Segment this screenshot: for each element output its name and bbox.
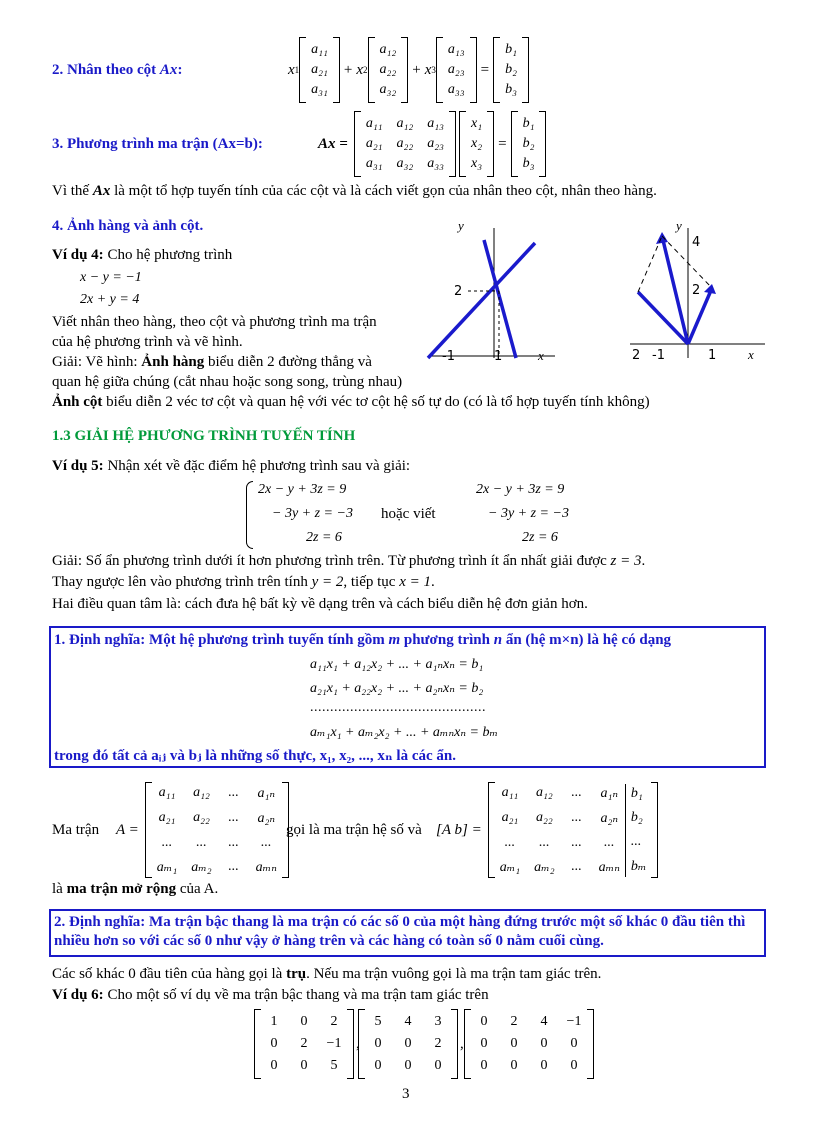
col-tick-1: 1 xyxy=(708,348,717,363)
sec3-heading: 3. Phương trình ma trận (Ax=b): xyxy=(52,136,263,152)
sec4-heading: 4. Ảnh hàng và ảnh cột. xyxy=(52,218,204,234)
page-number: 3 xyxy=(402,1086,410,1102)
example4-line1: Viết nhân theo hàng, theo cột và phương trình ma trận xyxy=(52,314,377,330)
matrix-equation: Ax = a₁₁ a₁₂ a₁₃ a₂₁ a₂₂ a₂₃ a₃₁ a₃₂ a₃₃ x₁ x₂ x₃ = b₁ b₂ b₃ xyxy=(318,111,546,177)
col-tick-m1: -1 xyxy=(652,348,665,363)
augmented-matrix: [A b] = a₁₁ a₁₂ ... a₁ₙ a₂₁ a₂₂ ... a₂ₙ ... ... ... ... aₘ₁ aₘ₂ ... aₘₙ b₁ b₂ ... bₘ xyxy=(436,782,658,878)
definition2-text: 2. Định nghĩa: Ma trận bậc thang là ma trận có các số 0 của một hàng đứng trước một số khác 0 đầu tiên thì nhiều hơn so với các số 0 như vậy ở hàng trên và các hàng có toàn số 0 nằm cuối cùng. xyxy=(54,914,746,949)
general-eqm: aₘ₁x₁ + aₘ₂x₂ + ... + aₘₙxₙ = bₘ xyxy=(310,725,499,740)
dashed-left xyxy=(638,236,662,292)
vector-b xyxy=(662,236,688,344)
example5-intro: Ví dụ 5: Nhận xét về đặc điểm hệ phương trình sau và giải: xyxy=(52,458,411,474)
general-eq2: a₂₁x₁ + a₂₂x₂ + ... + a₂ₙxₙ = b₂ xyxy=(310,681,484,696)
pivot-line: Các số khác 0 đầu tiên của hàng gọi là trụ. Nếu ma trận vuông gọi là ma trận tam giác trên. xyxy=(52,966,602,982)
col-tick-2: 2 xyxy=(692,283,701,298)
example4-eq1: x − y = −1 xyxy=(80,270,142,285)
row-tick-m1: -1 xyxy=(442,349,455,364)
system-eq3: 2z = 6 xyxy=(306,530,342,545)
row-tick-1: 1 xyxy=(494,349,503,364)
general-dots: ............................................ xyxy=(310,700,486,715)
col-tick-4: 4 xyxy=(692,235,701,250)
col-x-label: x xyxy=(748,347,754,362)
system-eq1: 2x − y + 3z = 9 xyxy=(258,482,347,497)
example4-intro: Ví dụ 4: Cho hệ phương trình xyxy=(52,247,233,263)
example4-line5: Ảnh cột biểu diễn 2 véc tơ cột và quan hệ với véc tơ cột hệ số tự do (có là tổ hợp tuyến tính không) xyxy=(52,394,650,410)
example-matrix-2: 5 4 3 0 0 2 0 0 0 , xyxy=(358,1009,464,1079)
or-write-label: hoặc viết xyxy=(381,506,436,522)
example4-line2: của hệ phương trình và vẽ hình. xyxy=(52,334,243,350)
rewrite-eq2: − 3y + z = −3 xyxy=(488,506,569,521)
example4-eq2: 2x + y = 4 xyxy=(80,292,140,307)
column-picture-graph xyxy=(620,218,770,368)
augmented-caption: là ma trận mở rộng của A. xyxy=(52,881,219,897)
matrix-mid-text: gọi là ma trận hệ số và xyxy=(286,822,422,838)
col-y-label: y xyxy=(676,218,682,233)
solution-line2: Thay ngược lên vào phương trình trên tính y = 2, tiếp tục x = 1. xyxy=(52,574,435,590)
example-matrix-3: 0 2 4 −1 0 0 0 0 0 0 0 0 xyxy=(464,1009,594,1079)
coefficient-matrix: A = a₁₁ a₁₂ ... a₁ₙ a₂₁ a₂₂ ... a₂ₙ ... ... ... ... aₘ₁ aₘ₂ ... aₘₙ xyxy=(116,782,289,878)
para-linear-combination: Vì thế Ax là một tổ hợp tuyến tính của các cột và là cách viết gọn của nhân theo cột, nhân theo hàng. xyxy=(52,183,657,199)
rewrite-eq3: 2z = 6 xyxy=(522,530,558,545)
system-eq2: − 3y + z = −3 xyxy=(272,506,353,521)
definition1-footer: trong đó tất cả aᵢⱼ và bⱼ là những số thực, x₁, x₂, ..., xₙ là các ẩn. xyxy=(54,748,457,764)
column-product-equation: x 1 a₁₁ a₂₁ a₃₁ + x 2 a₁₂ a₂₂ a₃₂ + x 3 a₁₃ a₂₃ a₃₃ = b₁ b₂ b₃ xyxy=(288,37,529,103)
row-x-label: x xyxy=(538,348,544,363)
solution-line1: Giải: Số ẩn phương trình dưới ít hơn phương trình trên. Từ phương trình ít ẩn nhất giải được z = 3. xyxy=(52,553,646,569)
arrowhead-b xyxy=(656,232,668,244)
system-brace xyxy=(246,481,253,549)
rewrite-eq1: 2x − y + 3z = 9 xyxy=(476,482,565,497)
example6-intro: Ví dụ 6: Cho một số ví dụ về ma trận bậc thang và ma trận tam giác trên xyxy=(52,987,489,1003)
sec2-heading: 2. Nhân theo cột Ax: xyxy=(52,62,183,78)
definition1-heading: 1. Định nghĩa: Một hệ phương trình tuyến tính gồm m phương trình n ẩn (hệ m×n) là hệ có dạng xyxy=(54,632,672,648)
line-2x-plus-y xyxy=(484,240,516,358)
sec13-heading: 1.3 GIẢI HỆ PHƯƠNG TRÌNH TUYẾN TÍNH xyxy=(52,428,356,444)
example4-line3: Giải: Vẽ hình: Ảnh hàng biểu diễn 2 đường thẳng và xyxy=(52,354,372,370)
arrowhead-col2 xyxy=(704,284,716,294)
general-eq1: a₁₁x₁ + a₁₂x₂ + ... + a₁ₙxₙ = b₁ xyxy=(310,657,484,672)
row-tick-2: 2 xyxy=(454,284,463,299)
line-x-minus-y xyxy=(428,243,535,358)
row-picture-graph xyxy=(420,218,560,368)
row-y-label: y xyxy=(458,218,464,233)
example-matrix-1: 1 0 2 0 2 −1 0 0 5 , xyxy=(254,1009,360,1079)
col-tick-2-neg: 2 xyxy=(632,348,641,363)
example4-line4: quan hệ giữa chúng (cắt nhau hoặc song song, trùng nhau) xyxy=(52,374,403,390)
solution-line3: Hai điều quan tâm là: cách đưa hệ bất kỳ về dạng trên và cách biểu diễn hệ đơn giản hơn. xyxy=(52,596,588,612)
matrix-a-label: Ma trận xyxy=(52,822,100,838)
